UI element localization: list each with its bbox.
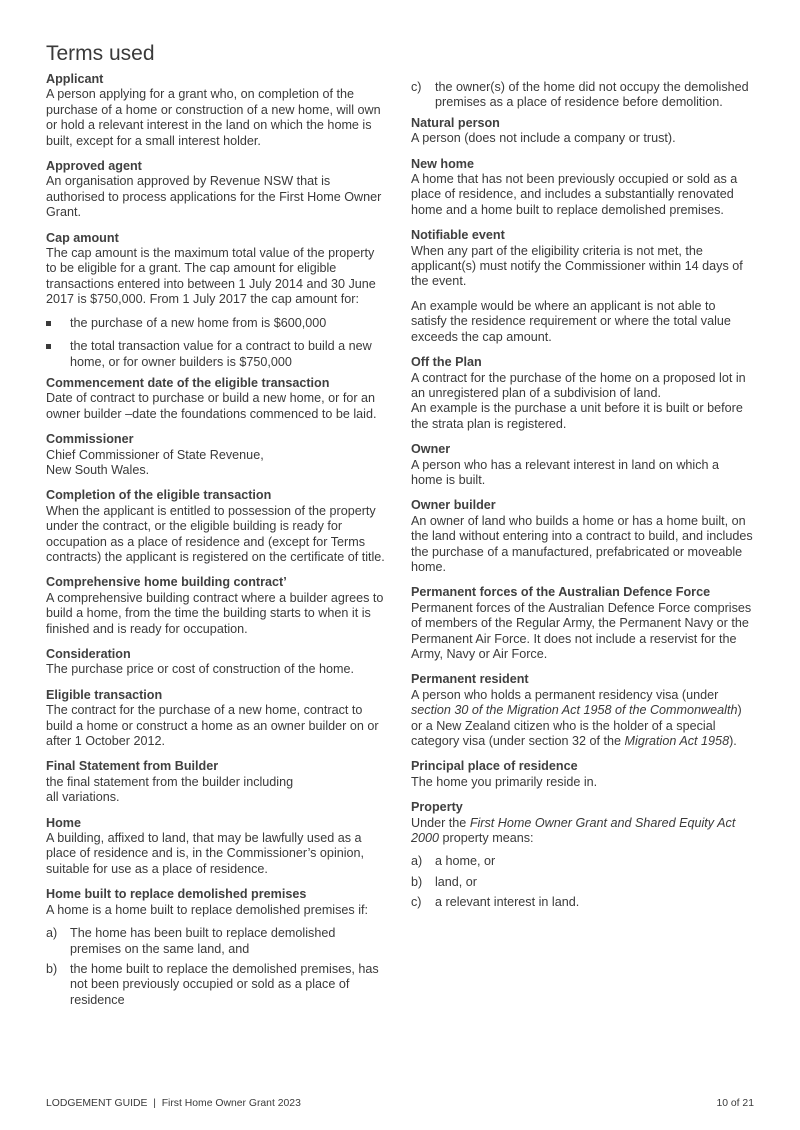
term-heading: Owner <box>411 442 451 457</box>
legislation-reference: Migration Act 1958 <box>624 734 730 749</box>
list-item <box>411 875 753 890</box>
list-marker: c) <box>411 895 422 910</box>
term-definition: An owner of land who builds a home or has a home built, on the land without entering into a contract to build, and includes the purchase of a manufactured, prefabricated or moveable home. <box>411 513 753 574</box>
term-definition: A home is a home built to replace demolished premises if: <box>46 902 369 917</box>
term-natural-person <box>411 116 753 147</box>
term-definition: When any part of the eligibility criteria is not met, the applicant(s) must notify the Commissioner within 14 days of the event. <box>411 243 743 289</box>
term-definition-line: New South Wales. <box>46 462 150 477</box>
term-property <box>411 800 753 910</box>
list-item <box>46 962 388 1008</box>
term-definition: A contract for the purchase of the home on a proposed lot in an unregistered plan of a subdivision of land. <box>411 370 746 400</box>
text-run: A person who holds a permanent residency visa (under <box>411 687 719 702</box>
footer-document-title <box>46 1098 301 1110</box>
term-definition: The cap amount is the maximum total value of the property to be eligible for a grant. The cap amount for eligible transactions entered into between 1 July 2014 and 30 June 2017 is $750,000. From 1 July 2017 the cap amount for: <box>46 246 376 307</box>
term-definition: The home you primarily reside in. <box>411 774 598 789</box>
term-heading: Commissioner <box>46 432 134 447</box>
term-applicant <box>46 72 388 149</box>
term-definition: A comprehensive building contract where a builder agrees to build a home, from the time the building starts to when it is finished and is ready for occupation. <box>46 590 384 636</box>
term-heading: Comprehensive home building contract’ <box>46 575 287 590</box>
list-item-text: a relevant interest in land. <box>435 895 580 910</box>
term-off-the-plan <box>411 355 753 432</box>
term-heading: New home <box>411 156 474 171</box>
term-heading: Cap amount <box>46 230 119 245</box>
term-definition: A home that has not been previously occupied or sold as a place of residence, and includes a substantially renovated home and a home built to replace demolished premises. <box>411 172 738 217</box>
list-marker: a) <box>411 854 423 869</box>
term-permanent-forces <box>411 585 753 662</box>
term-owner-builder <box>411 498 753 575</box>
term-definition: Permanent forces of the Australian Defence Force comprises of members of the Regular Army, the Permanent Navy or the Permanent Air Force. It does not include a reservist for the Army, Navy or Air Force. <box>411 600 752 661</box>
list-marker: c) <box>411 80 422 94</box>
term-definition <box>411 816 753 847</box>
lettered-list <box>46 926 388 1008</box>
term-heading: Notifiable event <box>411 228 505 243</box>
term-notifiable-event <box>411 228 753 345</box>
legislation-reference: section 30 of the Migration Act 1958 of the Commonwealth <box>411 703 738 718</box>
term-demolished-premises <box>46 887 388 1008</box>
term-definition: A person (does not include a company or trust). <box>411 131 676 146</box>
term-heading: Off the Plan <box>411 355 482 370</box>
term-heading: Property <box>411 800 463 815</box>
list-item-text: The home has been built to replace demolished premises on the same land, and <box>70 926 336 956</box>
term-completion <box>46 488 388 565</box>
term-heading: Completion of the eligible transaction <box>46 488 272 503</box>
term-example: An example would be where an applicant is not able to satisfy the residence requirement or where the total value exceeds the cap amount. <box>411 298 731 344</box>
list-item <box>46 339 388 370</box>
term-heading: Permanent forces of the Australian Defence Force <box>411 585 711 600</box>
term-commissioner <box>46 432 388 478</box>
term-definition-line: all variations. <box>46 790 120 805</box>
term-new-home <box>411 157 753 219</box>
left-column <box>46 72 388 1018</box>
term-definition: The contract for the purchase of a new home, contract to build a home or construct a home as an owner builder on or after 1 October 2012. <box>46 703 379 749</box>
term-heading: Final Statement from Builder <box>46 759 219 774</box>
text-run: ) or a New Zealand citizen who is the holder of a special category visa (under section 32 of the <box>411 703 742 749</box>
list-item-text: the owner(s) of the home did not occupy the demolished premises as a place of residence before demolition. <box>435 80 749 110</box>
lettered-list-continued <box>411 80 753 111</box>
term-commencement-date <box>46 376 388 422</box>
term-consideration <box>46 647 388 678</box>
term-home <box>46 816 388 878</box>
term-heading: Applicant <box>46 72 104 86</box>
term-definition <box>411 688 753 750</box>
legislation-reference: First Home Owner Grant and Shared Equity Act 2000 <box>411 815 736 846</box>
term-cap-amount <box>46 231 388 370</box>
bullet-list <box>46 316 388 370</box>
footer-doc-name: First Home Owner Grant 2023 <box>161 1098 301 1109</box>
term-owner <box>411 442 753 488</box>
list-marker: b) <box>46 961 58 976</box>
term-definition-line: the final statement from the builder including <box>46 774 294 789</box>
term-heading: Owner builder <box>411 498 496 513</box>
term-final-statement <box>46 759 388 805</box>
list-item <box>46 316 388 331</box>
list-item-text: the total transaction value for a contract to build a new home, or for owner builders is $750,000 <box>70 339 372 369</box>
term-heading: Commencement date of the eligible transaction <box>46 375 330 390</box>
list-item <box>411 80 753 111</box>
list-item-text: a home, or <box>435 854 496 869</box>
bullet-square-icon <box>46 344 51 349</box>
term-principal-place <box>411 759 753 790</box>
term-approved-agent <box>46 159 388 221</box>
list-item-text: land, or <box>435 874 478 889</box>
page-number: 10 of 21 <box>716 1098 754 1109</box>
text-run: property means: <box>439 831 534 846</box>
term-definition: A person applying for a grant who, on completion of the purchase of a home or construction of a new home, will own or hold a relevant interest in the land on which the home is built, except for a small interest holder. <box>46 87 381 148</box>
list-marker: a) <box>46 926 58 941</box>
list-marker: b) <box>411 874 423 889</box>
term-eligible-transaction <box>46 688 388 750</box>
text-run: ). <box>729 734 737 749</box>
bullet-square-icon <box>46 321 51 326</box>
term-heading: Consideration <box>46 647 131 661</box>
term-definition: The purchase price or cost of construction of the home. <box>46 662 355 677</box>
term-definition: A person who has a relevant interest in land on which a home is built. <box>411 457 720 487</box>
list-item-text: the purchase of a new home from is $600,000 <box>70 315 327 330</box>
term-heading: Eligible transaction <box>46 687 163 702</box>
list-item-text: the home built to replace the demolished premises, has not been previously occupied or sold as a place of residence <box>70 961 379 1007</box>
list-item <box>46 926 388 957</box>
text-run: Under the <box>411 815 470 830</box>
list-item <box>411 854 753 869</box>
term-heading: Natural person <box>411 115 500 130</box>
term-example: An example is the purchase a unit before it is built or before the strata plan is registered. <box>411 401 743 431</box>
page-title: Terms used <box>46 42 155 65</box>
right-column <box>411 72 753 921</box>
term-heading: Approved agent <box>46 159 142 174</box>
term-definition-line: Chief Commissioner of State Revenue, <box>46 447 264 462</box>
lettered-list <box>411 854 753 910</box>
footer-separator: | <box>153 1098 156 1109</box>
term-heading: Home built to replace demolished premises <box>46 887 307 902</box>
term-heading: Permanent resident <box>411 672 529 687</box>
term-permanent-resident <box>411 672 753 749</box>
term-definition: When the applicant is entitled to possession of the property under the contract, or the eligible building is ready for occupation as a place of residence and (except for Terms contracts) the applicant is registered on the certificate of title. <box>46 503 385 564</box>
footer-guide-label: LODGEMENT GUIDE <box>46 1098 148 1109</box>
term-heading: Principal place of residence <box>411 759 578 774</box>
term-comprehensive-contract <box>46 575 388 637</box>
term-heading: Home <box>46 815 81 830</box>
term-definition: An organisation approved by Revenue NSW that is authorised to process applications for the First Home Owner Grant. <box>46 174 382 220</box>
list-item <box>411 895 753 910</box>
term-definition: Date of contract to purchase or build a new home, or for an owner builder –date the foundations commenced to be laid. <box>46 391 377 421</box>
term-definition: A building, affixed to land, that may be lawfully used as a place of residence and is, in the Commissioner’s opinion, suitable for use as a place of residence. <box>46 831 365 876</box>
